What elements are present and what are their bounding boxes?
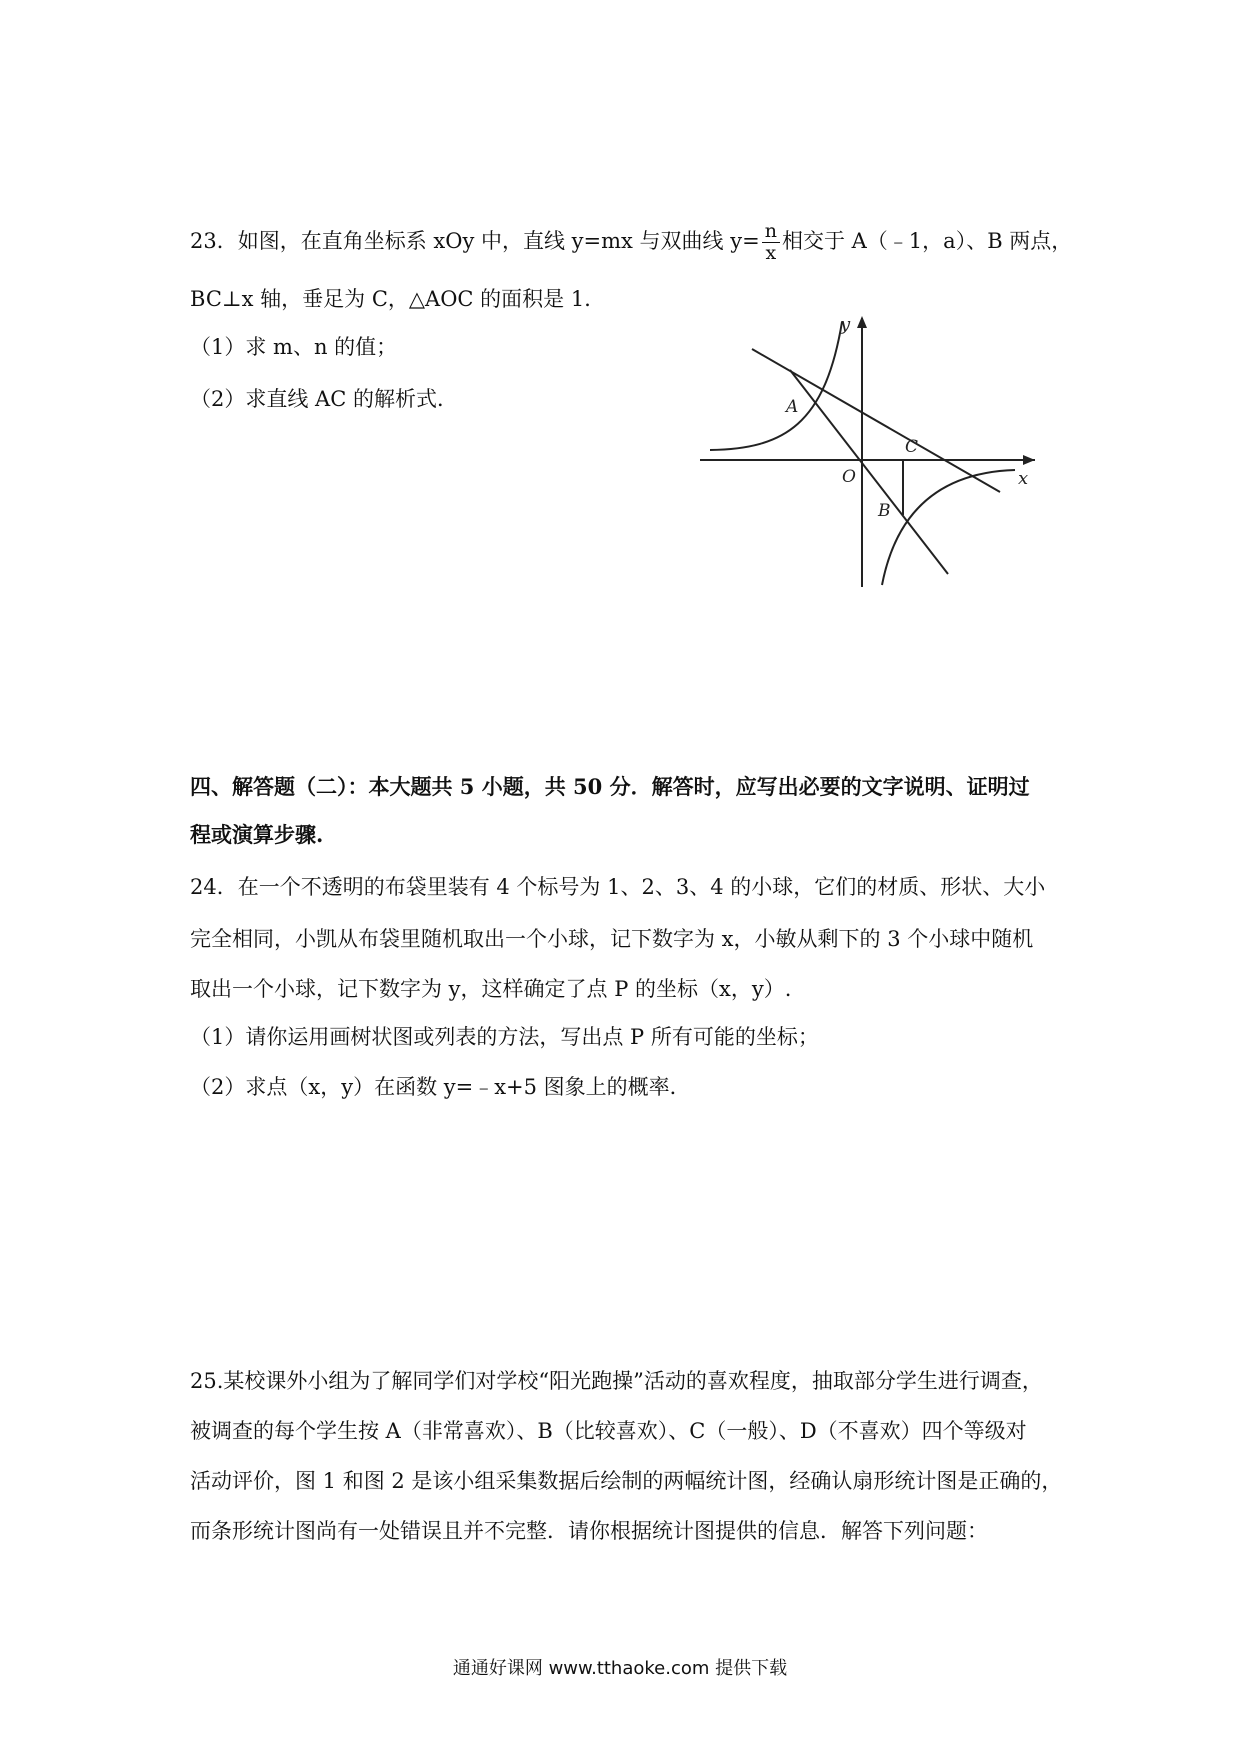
q25-line4: 而条形统计图尚有一处错误且并不完整．请你根据统计图提供的信息．解答下列问题：	[190, 1519, 988, 1543]
q25-line1: 25.某校课外小组为了解同学们对学校“阳光跑操”活动的喜欢程度，抽取部分学生进行调查，	[190, 1369, 1043, 1393]
q23-line2: BC⊥x 轴，垂足为 C，△AOC 的面积是 1．	[190, 287, 606, 311]
label-y: y	[840, 314, 851, 335]
q23-line1-text-b: 相交于 A（﹣1，a）、B 两点，	[781, 229, 1073, 253]
q23-fraction-denominator: x	[765, 242, 777, 264]
y-axis-arrow	[857, 316, 867, 328]
q23-fraction	[762, 222, 780, 263]
label-b: B	[878, 501, 891, 521]
q25-line3: 活动评价，图 1 和图 2 是该小组采集数据后绘制的两幅统计图，经确认扇形统计图是正确的，	[190, 1469, 1063, 1493]
q23-line1	[190, 222, 1072, 263]
hyperbola-lower-right-branch	[882, 470, 1015, 585]
q23-frac-lhs: y=	[730, 229, 760, 253]
hyperbola-upper-left-branch	[710, 322, 842, 450]
section4-heading-line1: 四、解答题（二）：本大题共 5 小题，共 50 分．解答时，应写出必要的文字说明、证明过	[190, 774, 1030, 799]
q23-part2: （2）求直线 AC 的解析式．	[190, 387, 458, 411]
q24-line3: 取出一个小球，记下数字为 y，这样确定了点 P 的坐标（x，y）.	[190, 977, 792, 1001]
q23-fraction-numerator: n	[762, 222, 780, 243]
line-ac	[752, 349, 1000, 492]
q24-part2: （2）求点（x，y）在函数 y=﹣x+5 图象上的概率．	[190, 1075, 691, 1099]
q23-coordinate-figure	[690, 312, 1050, 592]
label-c: C	[905, 437, 919, 457]
q24-part1: （1）请你运用画树状图或列表的方法，写出点 P 所有可能的坐标；	[190, 1025, 819, 1049]
x-axis-arrow	[1023, 455, 1035, 465]
q25-line2: 被调查的每个学生按 A（非常喜欢）、B（比较喜欢）、C（一般）、D（不喜欢）四个等级对	[190, 1419, 1027, 1443]
footer-download-note: 通通好课网 www.tthaoke.com 提供下载	[452, 1658, 788, 1679]
label-a: A	[786, 397, 799, 417]
section4-heading-line2: 程或演算步骤.	[190, 822, 324, 847]
label-x: x	[1018, 468, 1029, 489]
q24-line1: 24．在一个不透明的布袋里装有 4 个标号为 1、2、3、4 的小球，它们的材质、形状、大小	[190, 875, 1046, 899]
line-y-mx	[790, 370, 948, 574]
q24-line2: 完全相同，小凯从布袋里随机取出一个小球，记下数字为 x，小敏从剩下的 3 个小球中随机	[190, 927, 1034, 951]
label-o: O	[842, 467, 856, 487]
q23-part1: （1）求 m、n 的值；	[190, 335, 398, 359]
q23-line1-text-a: 23．如图，在直角坐标系 xOy 中，直线 y=mx 与双曲线	[190, 229, 731, 253]
